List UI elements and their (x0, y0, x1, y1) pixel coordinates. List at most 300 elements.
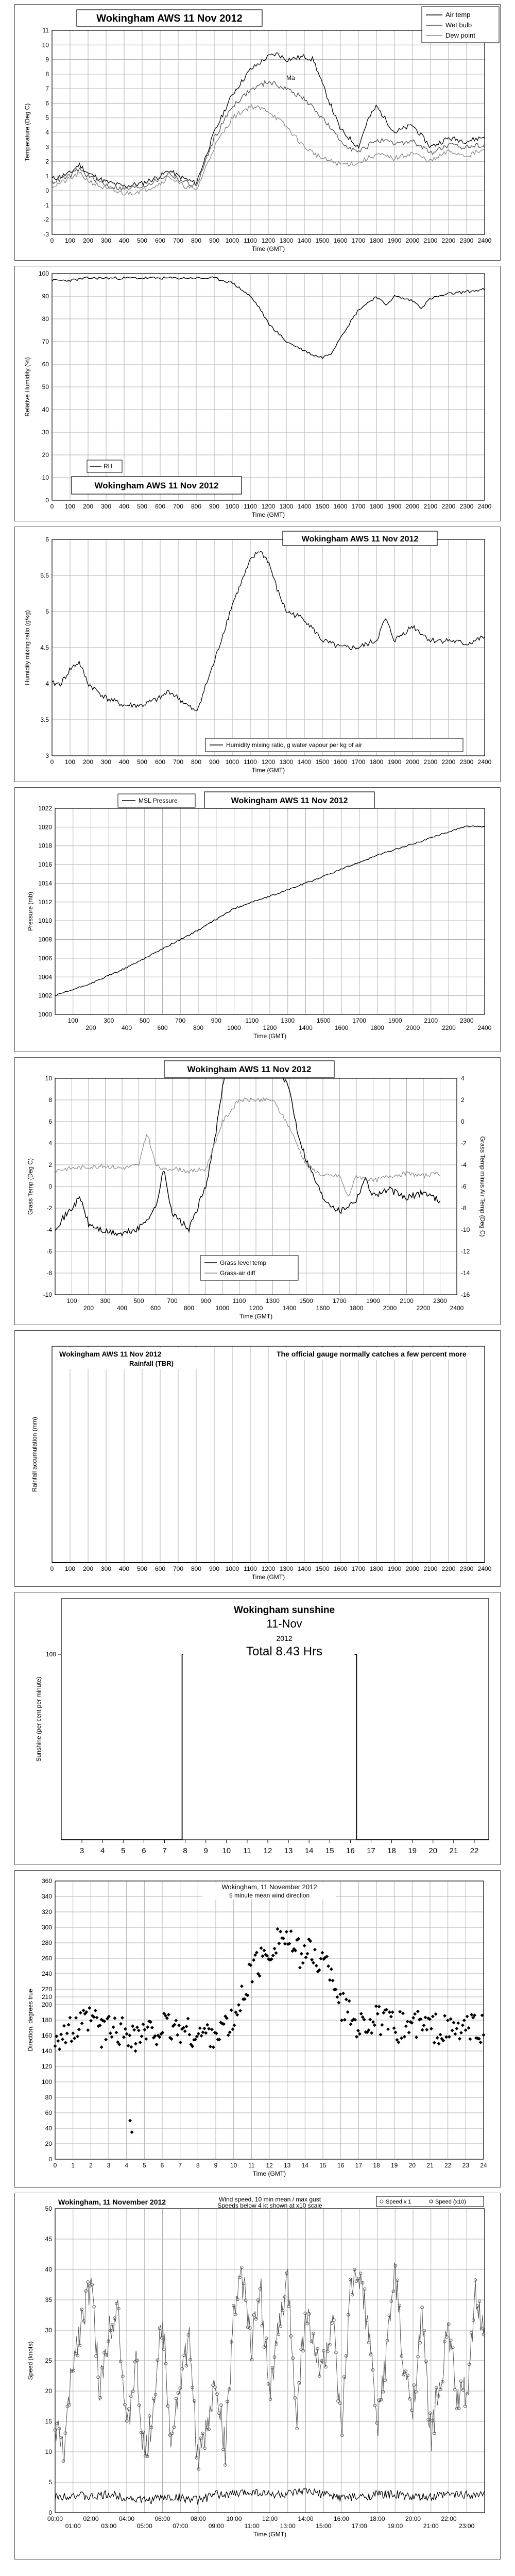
wind-direction-point (183, 2029, 187, 2033)
x-tick-label: 8 (183, 1846, 187, 1855)
x-tick-label: 300 (100, 503, 112, 510)
y-tick-label: 20 (42, 451, 49, 459)
x-tick-label: 800 (191, 1565, 202, 1572)
wind-direction-point (386, 2027, 390, 2031)
wind-direction-point (77, 2028, 81, 2031)
wind-direction-point (144, 2037, 148, 2041)
wind-direction-point (319, 1957, 323, 1960)
y-axis-label: Humidity mixing ratio (g/kg) (24, 610, 31, 685)
y-tick-label: -4 (46, 1226, 52, 1233)
x-tick-label: 1200 (261, 758, 276, 766)
wind-direction-point (470, 2013, 473, 2016)
y-tick-label: 4 (45, 129, 49, 136)
wind-direction-point (143, 2028, 146, 2031)
x-tick-label: 13 (284, 1846, 293, 1855)
wind-direction-point (433, 2041, 436, 2044)
wind-direction-point (298, 1966, 302, 1970)
wind-direction-chart-panel (14, 1870, 501, 2188)
grass-temperature-chart (15, 1058, 501, 1326)
x-tick-label: 400 (121, 1024, 132, 1031)
wind-direction-point (64, 2041, 67, 2044)
y-axis-label: Pressure (mb) (27, 891, 34, 931)
x-tick-label: 2000 (405, 1565, 420, 1572)
wind-direction-point (186, 2017, 190, 2021)
x-tick-label: 0 (50, 237, 54, 244)
x-tick-label: 2200 (441, 503, 456, 510)
x-tick-label: 2100 (400, 1297, 414, 1304)
x-tick-label: 800 (191, 237, 202, 244)
wind-direction-point (368, 2018, 372, 2021)
x-tick-label: 900 (209, 758, 220, 766)
x-tick-label: 1900 (388, 1017, 402, 1024)
x-tick-label: 1200 (261, 1565, 276, 1572)
wind-direction-point (207, 2027, 211, 2030)
x-tick-label: 2 (89, 2162, 93, 2169)
x-tick-label: 1400 (297, 1565, 312, 1572)
x-tick-label: 2400 (477, 1565, 492, 1572)
x-tick-label: 300 (100, 237, 112, 244)
x-tick-label: 600 (154, 1565, 166, 1572)
y-tick-label: 10 (42, 474, 49, 481)
wind-direction-chart (15, 1871, 501, 2188)
wind-direction-point (464, 2028, 468, 2032)
chart-title: Wokingham AWS 11 Nov 2012 (59, 1350, 162, 1358)
right-y-tick-label: -8 (461, 1205, 467, 1212)
wind-direction-point (479, 2041, 483, 2044)
x-tick-label: 2400 (450, 1304, 464, 1312)
wind-direction-point (238, 2009, 242, 2012)
y-tick-label: 1006 (38, 954, 52, 962)
wind-direction-point (62, 2024, 66, 2028)
x-tick-label: 1900 (387, 758, 402, 766)
right-y-tick-label: -10 (461, 1226, 470, 1233)
y-tick-label: 1000 (38, 1011, 52, 1018)
x-axis-label: Time (GMT) (251, 245, 285, 252)
wind-direction-point (320, 1951, 324, 1955)
y-tick-label: 6 (45, 99, 49, 107)
y-tick-label: 20 (45, 2387, 52, 2395)
y-tick-label: 1008 (38, 936, 52, 943)
x-tick-label: 600 (154, 503, 166, 510)
y-tick-label: 1018 (38, 842, 52, 850)
wind-direction-point (422, 2024, 426, 2027)
wind-direction-point (468, 2037, 472, 2041)
y-tick-label: 4.5 (40, 644, 49, 651)
x-tick-label: 19 (390, 2162, 398, 2169)
x-tick-label: 2000 (405, 758, 420, 766)
series-line-grass-air-diff (55, 1098, 440, 1196)
x-tick-label: 2300 (459, 1565, 474, 1572)
y-tick-label: 3 (45, 143, 49, 151)
wind-direction-point (407, 2031, 411, 2035)
wind-direction-point (125, 2032, 129, 2036)
x-tick-label: 7 (178, 2162, 182, 2169)
sunshine-chart-panel (14, 1592, 501, 1865)
mixing-ratio-chart (15, 527, 501, 783)
x-tick-label: 09:00 (208, 2522, 224, 2530)
right-y-axis-label: Grass Temp minus Air Temp (Deg C) (479, 1136, 486, 1237)
y-tick-label: 11 (42, 27, 49, 34)
wind-direction-point (371, 2020, 375, 2024)
x-tick-label: 300 (100, 758, 112, 766)
wind-direction-point (421, 2028, 424, 2032)
wind-direction-point (341, 1992, 345, 1995)
x-tick-label: 3 (79, 1846, 84, 1855)
x-tick-label: 1100 (244, 503, 257, 510)
right-y-tick-label: -12 (461, 1248, 470, 1255)
legend-label: MSL Pressure (139, 797, 178, 804)
wind-direction-point (413, 2012, 417, 2016)
chart-total: Total 8.43 Hrs (246, 1645, 323, 1658)
wind-direction-point (95, 2016, 99, 2020)
wind-direction-point (271, 1954, 275, 1957)
x-tick-label: 01:00 (65, 2522, 81, 2530)
chart-title: Wokingham, 11 November 2012 (58, 2198, 166, 2206)
x-axis-label: Time (GMT) (251, 511, 285, 518)
x-tick-label: 20 (408, 2162, 416, 2169)
x-axis-label: Time (GMT) (239, 1313, 273, 1320)
x-tick-label: 1800 (369, 237, 384, 244)
wind-direction-point (438, 2033, 442, 2037)
chart-annotation: The official gauge normally catches a few percent more (277, 1350, 467, 1358)
x-tick-label: 1800 (370, 1024, 384, 1031)
x-axis-label: Time (GMT) (251, 1573, 285, 1581)
x-tick-label: 1400 (297, 758, 312, 766)
wind-direction-point (232, 2024, 236, 2027)
x-tick-label: 100 (64, 237, 76, 244)
y-tick-label: 7 (45, 85, 49, 93)
y-tick-label: 0 (45, 497, 49, 504)
x-tick-label: 12 (266, 2162, 273, 2169)
x-tick-label: 17:00 (351, 2522, 367, 2530)
y-axis-label: Speed (knots) (27, 2341, 34, 2380)
wind-direction-point (304, 1956, 308, 1959)
x-tick-label: 400 (118, 237, 130, 244)
humidity-chart-panel (14, 266, 501, 521)
wind-direction-point (132, 2028, 136, 2032)
y-tick-label: 4 (48, 1140, 52, 1147)
x-tick-label: 300 (104, 1017, 114, 1024)
x-tick-label: 14 (301, 2162, 309, 2169)
wind-direction-point (54, 2044, 57, 2048)
x-tick-label: 13 (283, 2162, 291, 2169)
x-tick-label: 19 (408, 1846, 417, 1855)
wind-direction-point (187, 2033, 191, 2037)
wind-direction-point (134, 2049, 138, 2053)
wind-direction-point (345, 1997, 348, 2001)
x-tick-label: 02:00 (83, 2515, 99, 2522)
x-tick-label: 600 (154, 237, 166, 244)
y-tick-label: 0 (45, 187, 49, 195)
wind-direction-point (335, 1995, 339, 1999)
x-tick-label: 07:00 (173, 2522, 188, 2530)
x-tick-label: 600 (154, 758, 166, 766)
x-tick-label: 800 (193, 1024, 204, 1031)
y-tick-label: 340 (41, 1893, 52, 1900)
temperature-chart (15, 5, 501, 261)
legend-label: RH (104, 463, 113, 470)
wind-direction-point (71, 2031, 75, 2035)
x-tick-label: 2100 (424, 1017, 438, 1024)
wind-direction-point (128, 2119, 132, 2123)
sunshine-series-line (61, 1654, 489, 1840)
y-tick-label: 10 (45, 1075, 52, 1082)
wind-direction-point (261, 1954, 265, 1958)
x-tick-label: 2300 (459, 1017, 474, 1024)
y-tick-label: 9 (45, 56, 49, 63)
pressure-chart-panel (14, 787, 501, 1052)
x-tick-label: 1800 (369, 758, 384, 766)
relative-humidity-chart (15, 266, 501, 522)
x-tick-label: 16 (346, 1846, 355, 1855)
wind-direction-point (94, 2009, 97, 2012)
x-tick-label: 900 (209, 237, 220, 244)
x-tick-label: 1000 (215, 1304, 230, 1312)
wind-direction-point (373, 2023, 376, 2027)
chart-title: Wokingham, 11 November 2012 (221, 1883, 317, 1891)
wind-direction-point (89, 2019, 93, 2023)
y-tick-label: 220 (41, 1986, 52, 1993)
y-tick-label: 200 (41, 2001, 52, 2008)
y-tick-label: -10 (43, 1291, 52, 1298)
wind-direction-point (131, 2024, 134, 2028)
wind-direction-point (230, 2008, 233, 2012)
x-tick-label: 00:00 (47, 2515, 63, 2522)
y-tick-label: 360 (41, 1877, 52, 1885)
wind-direction-point (313, 1948, 317, 1952)
x-tick-label: 1700 (351, 503, 366, 510)
x-tick-label: 1300 (279, 503, 294, 510)
y-tick-label: 60 (42, 361, 49, 368)
wind-direction-point (79, 2011, 82, 2014)
y-tick-label: 0 (48, 2156, 52, 2163)
y-tick-label: 2 (48, 1161, 52, 1168)
wind-direction-point (370, 2031, 373, 2035)
x-tick-label: 12:00 (262, 2515, 278, 2522)
y-axis-label: Temperature (Deg C) (24, 103, 31, 162)
y-tick-label: 3 (45, 752, 49, 759)
x-tick-label: 2100 (423, 758, 438, 766)
x-tick-label: 700 (175, 1017, 186, 1024)
x-tick-label: 18 (373, 2162, 380, 2169)
x-tick-label: 18 (387, 1846, 396, 1855)
y-tick-label: -6 (46, 1248, 52, 1255)
right-y-tick-label: 4 (461, 1075, 465, 1082)
rainfall-chart-panel (14, 1330, 501, 1587)
x-tick-label: 21 (449, 1846, 458, 1855)
x-tick-label: 15:00 (316, 2522, 332, 2530)
chart-title: Wokingham AWS 11 Nov 2012 (187, 1064, 312, 1075)
wind-direction-point (391, 2010, 394, 2014)
x-tick-label: 1700 (351, 237, 366, 244)
y-tick-label: 2 (45, 158, 49, 165)
x-tick-label: 8 (196, 2162, 200, 2169)
x-tick-label: 19:00 (387, 2522, 403, 2530)
x-tick-label: 1400 (299, 1024, 313, 1031)
wind-direction-point (331, 1979, 335, 1982)
x-tick-label: 1300 (279, 237, 294, 244)
x-tick-label: 700 (173, 237, 184, 244)
chart-title: Wokingham AWS 11 Nov 2012 (231, 796, 348, 805)
x-tick-label: 1100 (244, 758, 257, 766)
x-tick-label: 1600 (333, 503, 348, 510)
wind-direction-point (423, 2015, 427, 2019)
y-tick-label: 80 (45, 2094, 52, 2101)
x-tick-label: 1600 (333, 1565, 348, 1572)
x-tick-label: 500 (139, 1017, 150, 1024)
wind-direction-point (82, 2009, 85, 2012)
x-tick-label: 800 (191, 758, 202, 766)
wind-direction-point (337, 2001, 340, 2005)
right-y-tick-label: -4 (461, 1161, 467, 1168)
wind-direction-point (128, 2033, 131, 2037)
y-tick-label: 1016 (38, 861, 52, 869)
x-tick-label: 1700 (351, 1565, 366, 1572)
x-tick-label: 1400 (297, 503, 312, 510)
x-tick-label: 9 (214, 2162, 218, 2169)
y-tick-label: 40 (45, 2125, 52, 2132)
wind-direction-point (67, 2023, 71, 2027)
wind-direction-point (65, 2031, 69, 2035)
right-y-tick-label: -14 (461, 1269, 470, 1277)
x-tick-label: 1100 (245, 1017, 259, 1024)
x-tick-label: 1200 (261, 503, 276, 510)
x-tick-label: 1500 (299, 1297, 313, 1304)
chart-year: 2012 (276, 1634, 293, 1642)
x-tick-label: 200 (82, 758, 94, 766)
wind-direction-point (451, 2029, 454, 2032)
x-tick-label: 1900 (387, 1565, 402, 1572)
x-tick-label: 10:00 (226, 2515, 242, 2522)
y-tick-label: 35 (45, 2296, 52, 2303)
wind-direction-point (209, 2045, 212, 2048)
wind-direction-point (200, 2034, 203, 2038)
wind-direction-point (100, 2045, 104, 2049)
x-tick-label: 1500 (315, 758, 330, 766)
y-tick-label: 320 (41, 1908, 52, 1916)
x-tick-label: 10 (222, 1846, 231, 1855)
x-tick-label: 06:00 (154, 2515, 170, 2522)
wind-direction-point (285, 1930, 288, 1934)
wind-direction-point (134, 2042, 138, 2045)
x-tick-label: 300 (100, 1297, 111, 1304)
x-tick-label: 200 (82, 1565, 94, 1572)
x-tick-label: 1500 (315, 503, 330, 510)
right-y-tick-label: -16 (461, 1291, 470, 1298)
right-y-tick-label: -2 (461, 1140, 467, 1147)
y-tick-label: 90 (42, 293, 49, 300)
wind-direction-point (68, 2016, 72, 2020)
x-tick-label: 9 (203, 1846, 208, 1855)
x-tick-label: 0 (53, 2162, 57, 2169)
pressure-chart (15, 788, 501, 1053)
x-tick-label: 1800 (369, 1565, 384, 1572)
wind-direction-point (250, 1980, 254, 1984)
y-tick-label: 30 (42, 429, 49, 436)
x-tick-label: 24 (480, 2162, 487, 2169)
y-tick-label: 280 (41, 1939, 52, 1946)
x-tick-label: 1400 (297, 237, 312, 244)
wind-direction-point (437, 2042, 441, 2045)
wind-direction-point (130, 2130, 134, 2134)
y-tick-label: 10 (42, 41, 49, 49)
wind-direction-point (283, 1942, 287, 1945)
x-tick-label: 400 (116, 1304, 128, 1312)
y-tick-label: 45 (45, 2235, 52, 2243)
wind-direction-point (104, 2038, 108, 2041)
wind-direction-point (425, 2028, 428, 2031)
legend-label: Humidity mixing ratio, g water vapour per kg of air (226, 741, 363, 749)
x-tick-label: 6 (160, 2162, 164, 2169)
legend-label: Grass-air diff (220, 1269, 255, 1277)
x-tick-label: 600 (150, 1304, 161, 1312)
wind-speed-chart-panel (14, 2193, 501, 2560)
x-tick-label: 700 (173, 758, 184, 766)
wind-direction-point (146, 2025, 149, 2029)
y-tick-label: 3.5 (40, 716, 49, 723)
x-tick-label: 1700 (352, 1017, 367, 1024)
y-tick-label: 0 (48, 1183, 52, 1190)
y-axis-label: Rainfall accumulation (mm) (31, 1417, 38, 1492)
wind-direction-point (140, 2035, 144, 2038)
x-tick-label: 2100 (423, 237, 438, 244)
x-tick-label: 1500 (315, 237, 330, 244)
x-tick-label: 2200 (442, 1024, 456, 1031)
wind-direction-point (212, 2045, 215, 2049)
wind-direction-point (76, 2035, 79, 2038)
y-tick-label: 70 (42, 338, 49, 345)
x-tick-label: 2300 (433, 1297, 447, 1304)
x-tick-label: 16:00 (333, 2515, 350, 2522)
y-tick-label: 0 (48, 2509, 52, 2516)
x-tick-label: 100 (66, 1297, 77, 1304)
x-tick-label: 1900 (387, 503, 402, 510)
chart-title: Wokingham sunshine (234, 1605, 335, 1616)
chart-date: 11-Nov (266, 1617, 302, 1630)
x-tick-label: 5 (121, 1846, 126, 1855)
x-tick-label: 1000 (225, 237, 239, 244)
x-tick-label: 2100 (423, 1565, 438, 1572)
y-tick-label: 1 (45, 172, 49, 180)
x-tick-label: 2300 (459, 503, 474, 510)
wind-direction-point (135, 2026, 139, 2029)
x-tick-label: 22:00 (441, 2515, 457, 2522)
legend-label: Wet bulb (445, 21, 472, 29)
mixing-ratio-chart-panel (14, 527, 501, 782)
wind-direction-point (56, 2039, 60, 2043)
y-axis-label: Sunshine (per cent per minute) (35, 1676, 42, 1762)
x-tick-label: 400 (118, 503, 130, 510)
x-tick-label: 700 (173, 1565, 184, 1572)
x-tick-label: 1000 (225, 503, 239, 510)
x-tick-label: 2400 (477, 758, 492, 766)
x-axis-label: Time (GMT) (251, 767, 285, 774)
wind-direction-point (305, 1952, 309, 1956)
y-tick-label: 1004 (38, 973, 52, 981)
wind-direction-point (446, 2019, 450, 2022)
x-tick-label: 16 (337, 2162, 345, 2169)
x-tick-label: 1900 (387, 237, 402, 244)
wind-direction-point (74, 2016, 78, 2020)
x-tick-label: 900 (209, 503, 220, 510)
wind-direction-point (150, 2026, 154, 2029)
y-tick-label: 1014 (38, 879, 52, 887)
y-tick-label: 120 (41, 2063, 52, 2070)
wind-direction-point (205, 2023, 209, 2027)
x-axis-label: Time (GMT) (252, 2170, 286, 2177)
x-tick-label: 1000 (225, 1565, 239, 1572)
wind-direction-point (240, 1985, 244, 1988)
